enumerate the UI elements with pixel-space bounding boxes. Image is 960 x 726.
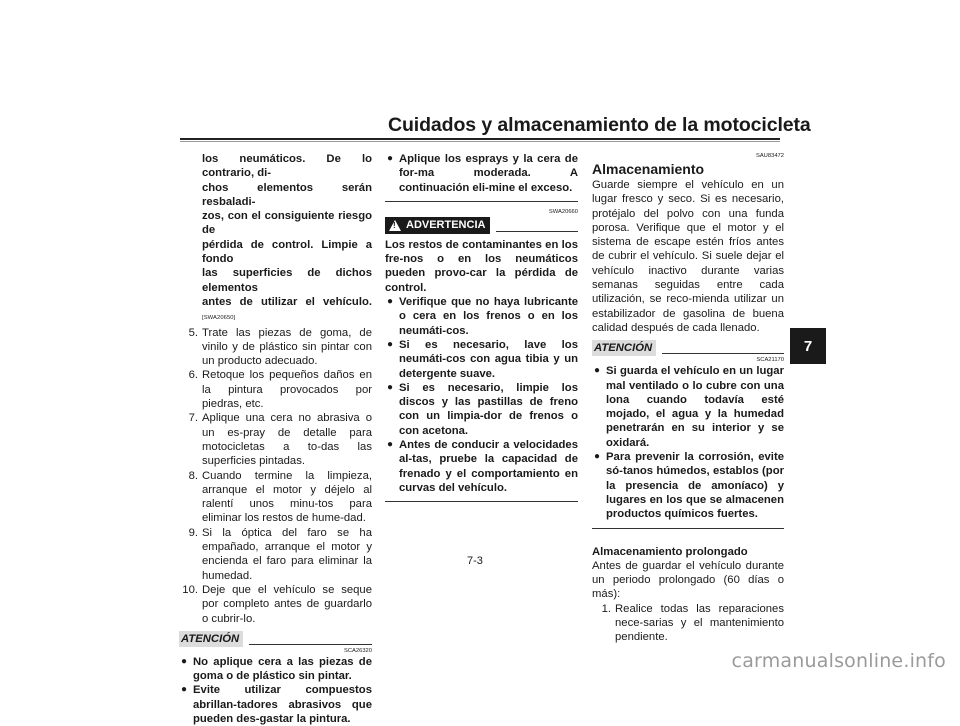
cont-line: pérdida de control. Limpie a fondo <box>202 238 372 266</box>
bullet-icon: ● <box>181 684 188 696</box>
cont-line: las superficies de dichos elementos <box>202 267 372 294</box>
step-item: 6. Retoque los pequeños daños en la pintura provocados por piedras, etc. <box>188 369 372 411</box>
warning-bullet: ● Si es necesario, lave los neumáti-cos con agua tibia y un detergente suave. <box>387 338 578 380</box>
warning-rule <box>496 231 578 232</box>
watermark: carmanualsonline.info <box>731 650 946 672</box>
cont-line: chos elementos serán resbaladi- <box>202 181 372 208</box>
cont-line: antes de utilizar el vehículo.[SWA20650] <box>202 295 372 322</box>
cont-line: zos, con el consiguiente riesgo de <box>202 210 372 237</box>
step-item: 10. Deje que el vehículo se seque por completo antes de guardarlo o cubrir-lo. <box>182 583 372 625</box>
section-title: Almacenamiento <box>592 161 705 177</box>
ref-code: [SWA20650] <box>202 315 236 322</box>
column-3 <box>592 152 784 645</box>
ref-code: SCA21170 <box>756 357 784 364</box>
bullet-icon: ● <box>387 153 394 164</box>
column-2 <box>385 152 578 502</box>
notice-rule <box>249 644 372 645</box>
step-item: 1. Realice todas las reparaciones nece-sarias y el mantenimiento pendiente. <box>601 602 784 644</box>
subsection-heading: Almacenamiento prolongado <box>592 545 748 558</box>
subsection-body: Antes de guardar el vehículo durante un periodo prolongado (60 días o más): <box>592 559 784 601</box>
notice-bullet: ● Si guarda el vehículo en un lugar mal ventilado o lo cubre con una lona cuando todavía esté mojado, el agua y la humedad penetrarán en su interior y se oxidará. <box>594 365 784 449</box>
step-item: 5. Trate las piezas de goma, de vinilo y de plástico sin pintar con un producto adecuado. <box>188 326 372 368</box>
bullet-icon: ● <box>387 439 394 451</box>
notice-end-rule <box>385 201 578 202</box>
warning-intro: Los restos de contaminantes en los fre-nos o en los neumáticos pueden provo-car la pérdida de control. <box>385 238 578 294</box>
notice-bullet: ● No aplique cera a las piezas de goma o de plástico sin pintar. <box>181 655 372 683</box>
notice-label: ATENCIÓN <box>592 340 656 356</box>
column-1 <box>179 152 372 726</box>
chapter-tab: 7 <box>790 328 826 364</box>
warning-bullet: ● Verifique que no haya lubricante o cera en los frenos o en los neumáti-cos. <box>387 296 578 337</box>
notice-bullet: ● Evite utilizar compuestos abrillan-tadores abrasivos que pueden des-gastar la pintura. <box>181 684 372 725</box>
ref-code: SWA20660 <box>548 208 578 215</box>
ref-code: SCA26320 <box>343 647 372 654</box>
bullet-icon: ● <box>594 451 601 463</box>
notice-label: ATENCIÓN <box>179 631 243 647</box>
notice-bullet: ● Para prevenir la corrosión, evite só-tanos húmedos, establos (por la presencia de amoníaco) y lugares en los que se almacenen productos químicos fuertes. <box>594 451 784 521</box>
warning-end-rule <box>385 501 578 502</box>
step-item: 8. Cuando termine la limpieza, arranque el motor y déjelo al ralentí unos minu-tos para eliminar los restos de hume-dad. <box>188 469 372 525</box>
warning-label: ! ADVERTENCIA <box>385 217 490 234</box>
bullet-icon: ● <box>387 296 394 308</box>
bullet-icon: ● <box>181 655 188 667</box>
notice-header <box>592 339 784 356</box>
bullet-icon: ● <box>387 381 394 393</box>
ref-code: SAU83472 <box>755 153 784 159</box>
notice-header <box>179 630 372 647</box>
page-title: Cuidados y almacenamiento de la motocicleta <box>388 114 811 136</box>
warning-header <box>385 216 578 234</box>
page-number: 7-3 <box>467 555 483 567</box>
section-body: Guarde siempre el vehículo en un lugar fresco y seco. Si es necesario, protéjalo del polvo con una funda porosa. Verifique que el motor y el sistema de escape estén fríos antes de cubrir el vehículo. Si suele dejar el vehículo inactivo durante varias semanas seguidas entre cada utilización, se reco-mienda utilizar un estabilizador de gasolina de buena calidad después de cada llenado. <box>592 179 784 334</box>
warning-bullet: ● Si es necesario, limpie los discos y las pastillas de freno con un limpia-dor de frenos o con acetona. <box>387 381 578 437</box>
cont-line: los neumáticos. De lo contrario, di- <box>202 153 372 180</box>
notice-end-rule <box>592 528 784 529</box>
bullet-item: ● Aplique los esprays y la cera de for-ma moderada. A continuación eli-mine el exceso. <box>387 153 578 194</box>
warning-triangle-icon: ! <box>389 220 401 231</box>
title-rule <box>180 138 780 140</box>
step-item: 7. Aplique una cera no abrasiva o un es-pray de detalle para motocicletas a to-das las superficies pintadas. <box>188 412 372 468</box>
title-rule-thin <box>180 141 780 142</box>
step-item: 9. Si la óptica del faro se ha empañado, arranque el motor y encienda el faro para eliminar la humedad. <box>188 526 372 582</box>
warning-bullet: ● Antes de conducir a velocidades al-tas, pruebe la capacidad de frenado y el comportamiento en curvas del vehículo. <box>387 439 578 494</box>
bullet-icon: ● <box>594 365 601 377</box>
continued-warning-text <box>179 152 372 326</box>
notice-rule <box>662 353 784 354</box>
bullet-icon: ● <box>387 338 394 350</box>
